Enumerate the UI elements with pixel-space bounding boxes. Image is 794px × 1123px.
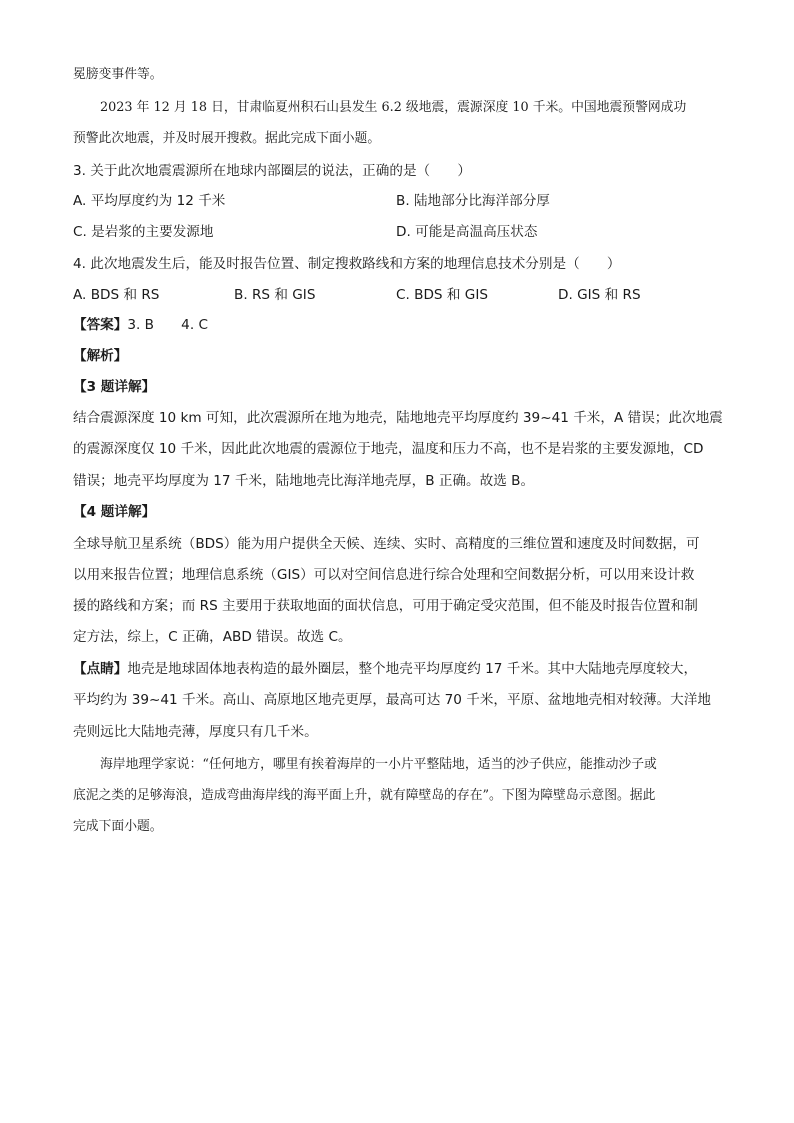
paragraph-line: 错误；地壳平均厚度为 17 千米，陆地地壳比海洋地壳厚，B 正确。故选 B。 [73, 473, 535, 489]
option-c: C. 是岩浆的主要发源地 [73, 224, 214, 240]
option-b: B. RS 和 GIS [234, 287, 316, 303]
paragraph-line: 援的路线和方案；而 RS 主要用于获取地面的面状信息，可用于确定受灾范围，但不能及时报告位置和制 [73, 598, 698, 614]
question-4: 4. 此次地震发生后，能及时报告位置、制定搜救路线和方案的地理信息技术分别是（ ） [73, 256, 621, 272]
detail-4-heading: 【4 题详解】 [73, 504, 156, 520]
detail-3-heading: 【3 题详解】 [73, 379, 156, 395]
option-a: A. 平均厚度约为 12 千米 [73, 193, 226, 209]
material-line: 底泥之类的足够海浪，造成弯曲海岸线的海平面上升，就有障壁岛的存在”。下图为障壁岛示意图。据此 [73, 788, 656, 803]
option-d: D. 可能是高温高压状态 [396, 224, 538, 240]
analysis-heading: 【解析】 [73, 348, 128, 364]
material-line: 海岸地理学家说：“任何地方，哪里有挨着海岸的一小片平整陆地，适当的沙子供应，能推动沙子或 [100, 757, 657, 772]
text-line: 预警此次地震，并及时展开搜救。据此完成下面小题。 [73, 131, 381, 146]
option-a: A. BDS 和 RS [73, 287, 160, 303]
option-c: C. BDS 和 GIS [396, 287, 488, 303]
option-b: B. 陆地部分比海洋部分厚 [396, 193, 550, 209]
answer-label: 【答案】 [73, 317, 128, 333]
paragraph-line: 壳则远比大陆地壳薄，厚度只有几千米。 [73, 724, 318, 740]
answer-text: 3. B 4. C [127, 317, 208, 333]
answer-line [73, 316, 733, 334]
text-line: 2023 年 12 月 18 日，甘肃临夏州积石山县发生 6.2 级地震，震源深度 10 千米。中国地震预警网成功 [100, 100, 687, 115]
text-line: 冕膀变事件等。 [73, 67, 163, 82]
question-3: 3. 关于此次地震震源所在地球内部圈层的说法，正确的是（ ） [73, 163, 471, 179]
paragraph-line: 平均约为 39~41 千米。高山、高原地区地壳更厚，最高可达 70 千米，平原、盆地地壳相对较薄。大洋地 [73, 692, 711, 708]
paragraph-line: 以用来报告位置；地理信息系统（GIS）可以对空间信息进行综合处理和空间数据分析，可以用来设计救 [73, 567, 695, 583]
tip-line [73, 660, 733, 678]
option-d: D. GIS 和 RS [558, 287, 641, 303]
tip-text: 地壳是地球固体地表构造的最外圈层，整个地壳平均厚度约 17 千米。其中大陆地壳厚度较大， [127, 661, 698, 677]
tip-label: 【点睛】 [73, 661, 128, 677]
material-line: 完成下面小题。 [73, 819, 163, 834]
paragraph-line: 的震源深度仅 10 千米，因此此次地震的震源位于地壳，温度和压力不高，也不是岩浆的主要发源地，CD [73, 441, 704, 457]
paragraph-line: 定方法，综上，C 正确，ABD 错误。故选 C。 [73, 629, 352, 645]
paragraph-line: 结合震源深度 10 km 可知，此次震源所在地为地壳，陆地地壳平均厚度约 39~41 千米，A 错误；此次地震 [73, 410, 723, 426]
paragraph-line: 全球导航卫星系统（BDS）能为用户提供全天候、连续、实时、高精度的三维位置和速度及时间数据，可 [73, 536, 700, 552]
